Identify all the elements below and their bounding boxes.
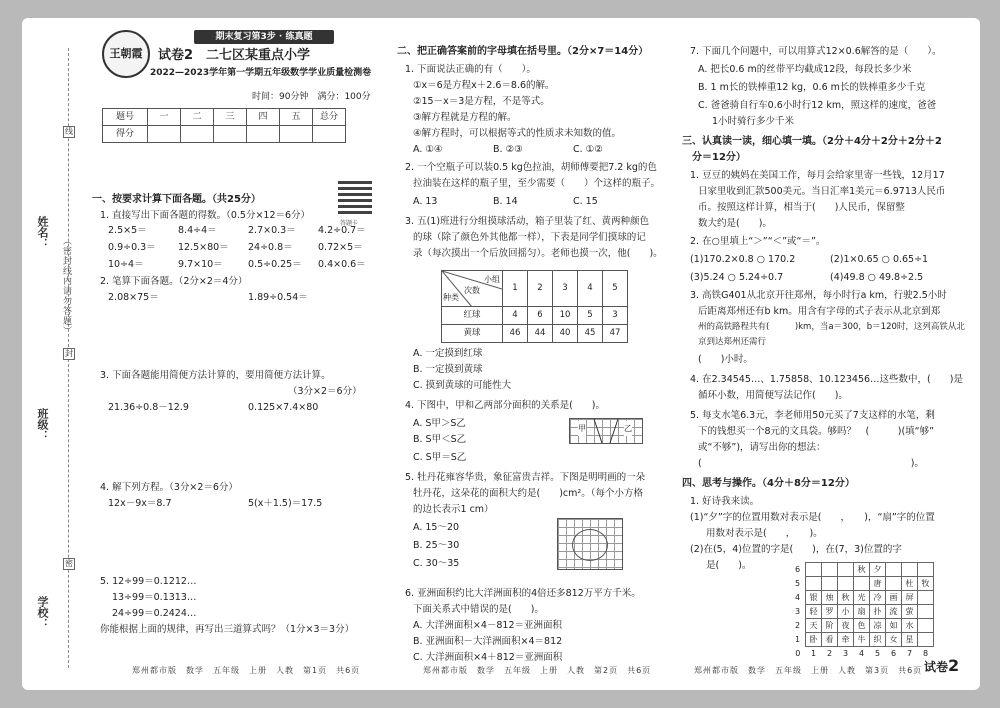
grid-cell [838,577,854,591]
score-input-cell[interactable] [181,126,214,143]
exam-title: 试卷2 二七区某重点小学 [158,48,311,63]
exam-sheet [22,18,980,690]
binding-strip [22,18,88,690]
x-axis-label: 7 [906,649,913,658]
grid-cell [886,563,902,577]
qr-label: 答题卡 [340,220,359,227]
question-text: 拉油装在这样的瓶子里，至少需要（ ）个这样的瓶子。 [413,178,661,189]
q1-4: 4. 解下列方程。（3分×2＝6分） [100,482,238,493]
grid-cell: 织 [870,633,886,647]
score-input-cell[interactable] [214,126,247,143]
table-cell: 44 [528,325,553,343]
area-figure [569,418,643,444]
grid-cell: 罗 [822,605,838,619]
name-label: 姓名： [36,216,49,249]
column-2 [397,18,663,690]
section-4-title: 四、思考与操作。（4分＋8分＝12分） [682,478,855,489]
question-text: 是( )。 [706,560,752,571]
x-axis-label: 6 [890,649,897,658]
y-axis-label: 5 [794,579,801,588]
calc-item: 0.72×5＝ [318,242,363,253]
grid-cell [918,563,934,577]
grid-cell: 萤 [902,605,918,619]
grid-cell: 烛 [822,591,838,605]
question-text: 的边长表示1 cm） [413,504,494,515]
statement: ③解方程就是方程的解。 [413,112,517,123]
question-text: 录（每次摸出一个后放回摇匀）。老师也摸一次，他( )。 [413,248,663,259]
peony-figure [557,518,623,570]
group-header: 2 [528,271,553,307]
question-text: 后距离郑州还有b km。用含有字母的式子表示从北京到郑 [698,306,941,317]
grid-cell: 看 [822,633,838,647]
option[interactable]: B. ②③ [493,144,523,155]
score-header-cell: 三 [214,109,247,126]
grid-cell: 女 [886,633,902,647]
group-header: 4 [578,271,603,307]
q2-5: 5. 牡丹花雍容华贵，象征富贵吉祥。下图是明明画的一朵 [405,472,646,483]
compare-item[interactable]: (2)1×0.65 ○ 0.65÷1 [830,254,929,265]
question-text: 循环小数，用简便写法记作( )。 [698,390,848,401]
score-header-cell: 题号 [103,109,148,126]
calc-item: 0.4×0.6＝ [318,259,366,270]
grid-cell: 画 [886,591,902,605]
section-3-title-cont: 分＝12分） [692,152,746,163]
row-label: 黄球 [442,325,503,343]
table-cell: 4 [503,307,528,325]
step-banner: 期末复习第3步 · 练真题 [194,30,334,44]
table-cell: 6 [528,307,553,325]
score-header-cell: 四 [247,109,280,126]
question-text: 日家里收到汇款500美元。当日汇率1美元＝6.9713人民币 [698,186,946,197]
score-header-cell: 一 [148,109,181,126]
question-text: 州的高铁路程共有( )km，当a＝300，b＝120时，这列高铁从北京到达郑州还需行 [698,322,965,347]
question-text: ( )小时。 [698,354,753,365]
question-text: (2)在(5，4)位置的字是( )，在(7，3)位置的字 [690,544,902,555]
grid-cell: 夕 [870,563,886,577]
seal-note: （密封线内请勿答题） [61,236,71,336]
group-header: 3 [553,271,578,307]
q3-2: 2. 在○里填上“＞”“＜”或“＝”。 [690,236,826,247]
question-text: 数大约是( )。 [698,218,772,229]
question-text: 或“不够”)，请写出你的想法： [698,442,826,453]
grid-cell [806,563,822,577]
section-1-title: 一、按要求计算下面各题。（共25分） [92,194,261,205]
question-text: 下面关系式中错误的是( )。 [413,604,544,615]
brand-logo: 王朝霞 [102,30,150,78]
group-header: 5 [603,271,628,307]
calc-item: 9.7×10＝ [178,259,223,270]
q2-7: 7. 下面几个问题中，可以用算式12×0.6解答的是（ ）。 [690,46,942,57]
grid-cell [918,633,934,647]
area-yi-label: 乙 [624,421,632,436]
calc-item: 2.5×5＝ [108,225,147,236]
table-cell: 10 [553,307,578,325]
grid-cell: 扑 [870,605,886,619]
grid-cell: 天 [806,619,822,633]
grid-cell [854,577,870,591]
grid-cell: 水 [902,619,918,633]
q1-5: 5. 12÷99＝0.1212… [100,576,197,587]
x-axis-label: 5 [874,649,881,658]
grid-cell: 流 [886,605,902,619]
option[interactable]: A. 大洋洲面积×4－812＝亚洲面积 [413,620,563,631]
q4-1: 1. 好诗我来读。 [690,496,760,507]
q3-4: 4. 在2.34545…、1.75858、10.123456…这些数中，( )是 [690,374,963,385]
calc-item: 1.89÷0.54＝ [248,292,308,303]
q2-6: 6. 亚洲面积约比大洋洲面积的4倍还多812万平方千米。 [405,588,641,599]
calc-item: 12.5×80＝ [178,242,229,253]
pattern-question: 你能根据上面的规律，再写出三道算式吗？（1分×3＝3分） [100,624,355,635]
statement: ②15－x＝3是方程，不是等式。 [413,96,550,107]
grid-cell: 牵 [838,633,854,647]
corner-group: 小组 [484,275,500,284]
score-header-cell: 二 [181,109,214,126]
grid-cell: 牧 [918,577,934,591]
option-continued: 1小时骑行多少千米 [712,116,795,127]
grid-cell: 夜 [838,619,854,633]
exam-subtitle: 2022—2023学年第一学期五年级数学学业质量检测卷 [150,68,372,78]
grid-cell [902,563,918,577]
grid-cell [918,591,934,605]
poem-coordinate-grid [790,562,934,660]
option[interactable]: A. 15～20 [413,522,460,533]
section-2-title: 二、把正确答案前的字母填在括号里。（2分×7＝14分） [397,46,649,57]
option[interactable]: C. 爸爸骑自行车0.6小时行12 km，照这样的速度，爸爸 [698,100,937,111]
option[interactable]: C. 15 [573,196,598,207]
calc-item: 10÷4＝ [108,259,144,270]
score-header-cell: 总分 [313,109,346,126]
statement: ①x＝6是方程x＋2.6＝8.6的解。 [413,80,555,91]
grid-cell [838,563,854,577]
score-header-cell: 五 [280,109,313,126]
option[interactable]: C. ①② [573,144,603,155]
question-text: 牡丹花，这朵花的面积大约是( )cm²。（每个小方格 [413,488,643,499]
table-cell: 47 [603,325,628,343]
footer-page-2: 郑州都市版 数学 五年级 上册 人教 第2页 共6页 [423,666,652,675]
peony-icon [572,529,608,561]
q1-2: 2. 笔算下面各题。（2分×2＝4分） [100,276,248,287]
table-cell: 40 [553,325,578,343]
y-axis-label: 4 [794,593,801,602]
option[interactable]: A. ①④ [413,144,443,155]
row-label: 红球 [442,307,503,325]
compare-item[interactable]: (1)170.2×0.8 ○ 170.2 [690,254,796,265]
corner-kind: 种类 [443,293,459,302]
option[interactable]: A. 一定摸到红球 [413,348,483,359]
option[interactable]: A. 把长0.6 m的丝带平均截成12段，每段长多少米 [698,64,912,75]
q3-3: 3. 高铁G401从北京开往郑州，每小时行a km，行驶2.5小时 [690,290,947,301]
score-row-label: 得分 [103,126,148,143]
calc-item: 21.36÷0.8－12.9 [108,402,189,413]
grid-cell: 银 [806,591,822,605]
column-1 [92,18,382,690]
pattern-item: 24÷99＝0.2424… [112,608,197,619]
calc-item: 0.5÷0.25＝ [248,259,302,270]
x-axis-label: 3 [842,649,849,658]
time-info: 时间：90分钟 满分：100分 [252,92,371,102]
score-table [102,108,346,143]
option[interactable]: B. 25～30 [413,540,460,551]
q2-3: 3. 五(1)班进行分组摸球活动，箱子里装了红、黄两种颜色 [405,216,650,227]
class-label: 班级： [36,408,49,441]
ball-record-table [441,270,628,343]
calc-item: 8.4÷4＝ [178,225,217,236]
grid-cell: 扇 [854,605,870,619]
grid-cell [806,577,822,591]
question-text: 用数对表示是( ， )。 [706,528,823,539]
option[interactable]: C. 30～35 [413,558,460,569]
corner-count: 次数 [464,286,480,295]
compare-item[interactable]: (3)5.24 ○ 5.24÷0.7 [690,272,784,283]
grid-cell: 屏 [902,591,918,605]
seal-mark-mi: 密 [65,559,73,568]
grid-cell: 阶 [822,619,838,633]
grid-cell: 秋 [838,591,854,605]
table-cell: 46 [503,325,528,343]
question-text: 的球（除了颜色外其他都一样），下表是同学们摸球的记 [413,232,646,243]
option[interactable]: B. S甲＜S乙 [413,434,467,445]
section-3-title: 三、认真读一读，细心填一填。（2分＋4分＋2分＋2分＋2 [682,136,942,147]
qr-code-icon[interactable] [338,180,372,214]
answer-blank[interactable]: ( )。 [698,458,924,469]
table-cell: 45 [578,325,603,343]
q2-4: 4. 下图中，甲和乙两部分面积的关系是( )。 [405,400,605,411]
calc-item: 2.7×0.3＝ [248,225,296,236]
footer-page-1: 郑州都市版 数学 五年级 上册 人教 第1页 共6页 [132,666,361,675]
compare-item[interactable]: (4)49.8 ○ 49.8÷2.5 [830,272,924,283]
option[interactable]: B. 14 [493,196,518,207]
grid-cell: 凉 [870,619,886,633]
y-axis-label: 3 [794,607,801,616]
seal-mark-feng: 封 [65,349,73,358]
grid-cell: 轻 [806,605,822,619]
option[interactable]: B. 1 m长的铁棒重12 kg，0.6 m长的铁棒重多少千克 [698,82,926,93]
grid-cell [918,619,934,633]
q1-1: 1. 直接写出下面各题的得数。（0.5分×12＝6分） [100,210,311,221]
q3-1: 1. 豆豆的姨妈在美国工作，每月会给家里寄一些钱，12月17 [690,170,945,181]
score-input-cell[interactable] [247,126,280,143]
x-axis-label: 4 [858,649,865,658]
calc-item: 0.125×7.4×80 [248,402,319,413]
grid-cell [822,577,838,591]
seal-mark-xian: 线 [65,127,73,136]
grid-cell [822,563,838,577]
option[interactable]: C. 大洋洲面积×4＋812＝亚洲面积 [413,652,563,663]
y-axis-label: 6 [794,565,801,574]
score-input-cell[interactable] [313,126,346,143]
statement: ④解方程时，可以根据等式的性质求未知数的值。 [413,128,622,139]
x-axis-label: 8 [922,649,929,658]
footer-page-3: 郑州都市版 数学 五年级 上册 人教 第3页 共6页 [694,666,923,675]
grid-cell: 冷 [870,591,886,605]
question-text: 币。按照这样计算，相当于( )人民币，保留整 [698,202,905,213]
column-3 [682,18,972,690]
equation-item: 12x－9x＝8.7 [108,498,172,509]
table-cell: 5 [578,307,603,325]
school-label: 学校： [36,596,49,629]
table-cell: 3 [603,307,628,325]
q2-1: 1. 下面说法正确的有（ ）。 [405,64,536,75]
x-axis-label: 2 [826,649,833,658]
grid-cell: 牛 [854,633,870,647]
calc-item: 0.9÷0.3＝ [108,242,156,253]
calc-item: 2.08×75＝ [108,292,159,303]
q1-3-score: （3分×2＝6分） [288,386,362,397]
score-input-cell[interactable] [280,126,313,143]
grid-cell: 秋 [854,563,870,577]
grid-cell: 唐 [870,577,886,591]
option[interactable]: C. 摸到黄球的可能性大 [413,380,512,391]
grid-cell: 光 [854,591,870,605]
y-axis-label: 1 [794,635,801,644]
q3-5: 5. 每支水笔6.3元，李老师用50元买了7支这样的水笔，剩 [690,410,935,421]
option[interactable]: B. 亚洲面积－大洋洲面积×4＝812 [413,636,563,647]
calc-item: 24÷0.8＝ [248,242,293,253]
x-axis-label: 0 [795,648,801,658]
score-input-cell[interactable] [148,126,181,143]
question-text: 下的钱想买一个8元的文具袋。够吗？ ( )(填“够” [698,426,935,437]
grid-cell: 如 [886,619,902,633]
paper-badge-number: 2 [948,656,960,675]
option[interactable]: B. 一定摸到黄球 [413,364,483,375]
x-axis-label: 1 [810,649,817,658]
paper-badge-label: 试卷 [924,660,949,674]
area-jia-label: 甲 [578,421,586,436]
option[interactable]: A. S甲＞S乙 [413,418,466,429]
q2-2: 2. 一个空瓶子可以装0.5 kg色拉油，胡师傅要把7.2 kg的色 [405,162,657,173]
option[interactable]: C. S甲＝S乙 [413,452,467,463]
grid-cell [918,605,934,619]
table-corner [442,271,503,307]
grid-cell: 杜 [902,577,918,591]
paper-badge [924,658,959,675]
grid-cell: 卧 [806,633,822,647]
q1-3: 3. 下面各题能用简便方法计算的，要用简便方法计算。 [100,370,331,381]
question-text: (1)“夕”字的位置用数对表示是( ， )，“扇”字的位置 [690,512,935,523]
option[interactable]: A. 13 [413,196,438,207]
equation-item: 5(x＋1.5)＝17.5 [248,498,323,509]
grid-cell: 星 [902,633,918,647]
grid-cell [886,577,902,591]
grid-cell: 小 [838,605,854,619]
pattern-item: 13÷99＝0.1313… [112,592,197,603]
grid-cell: 色 [854,619,870,633]
group-header: 1 [503,271,528,307]
y-axis-label: 2 [794,621,801,630]
calc-item: 4.2÷0.7＝ [318,225,366,236]
